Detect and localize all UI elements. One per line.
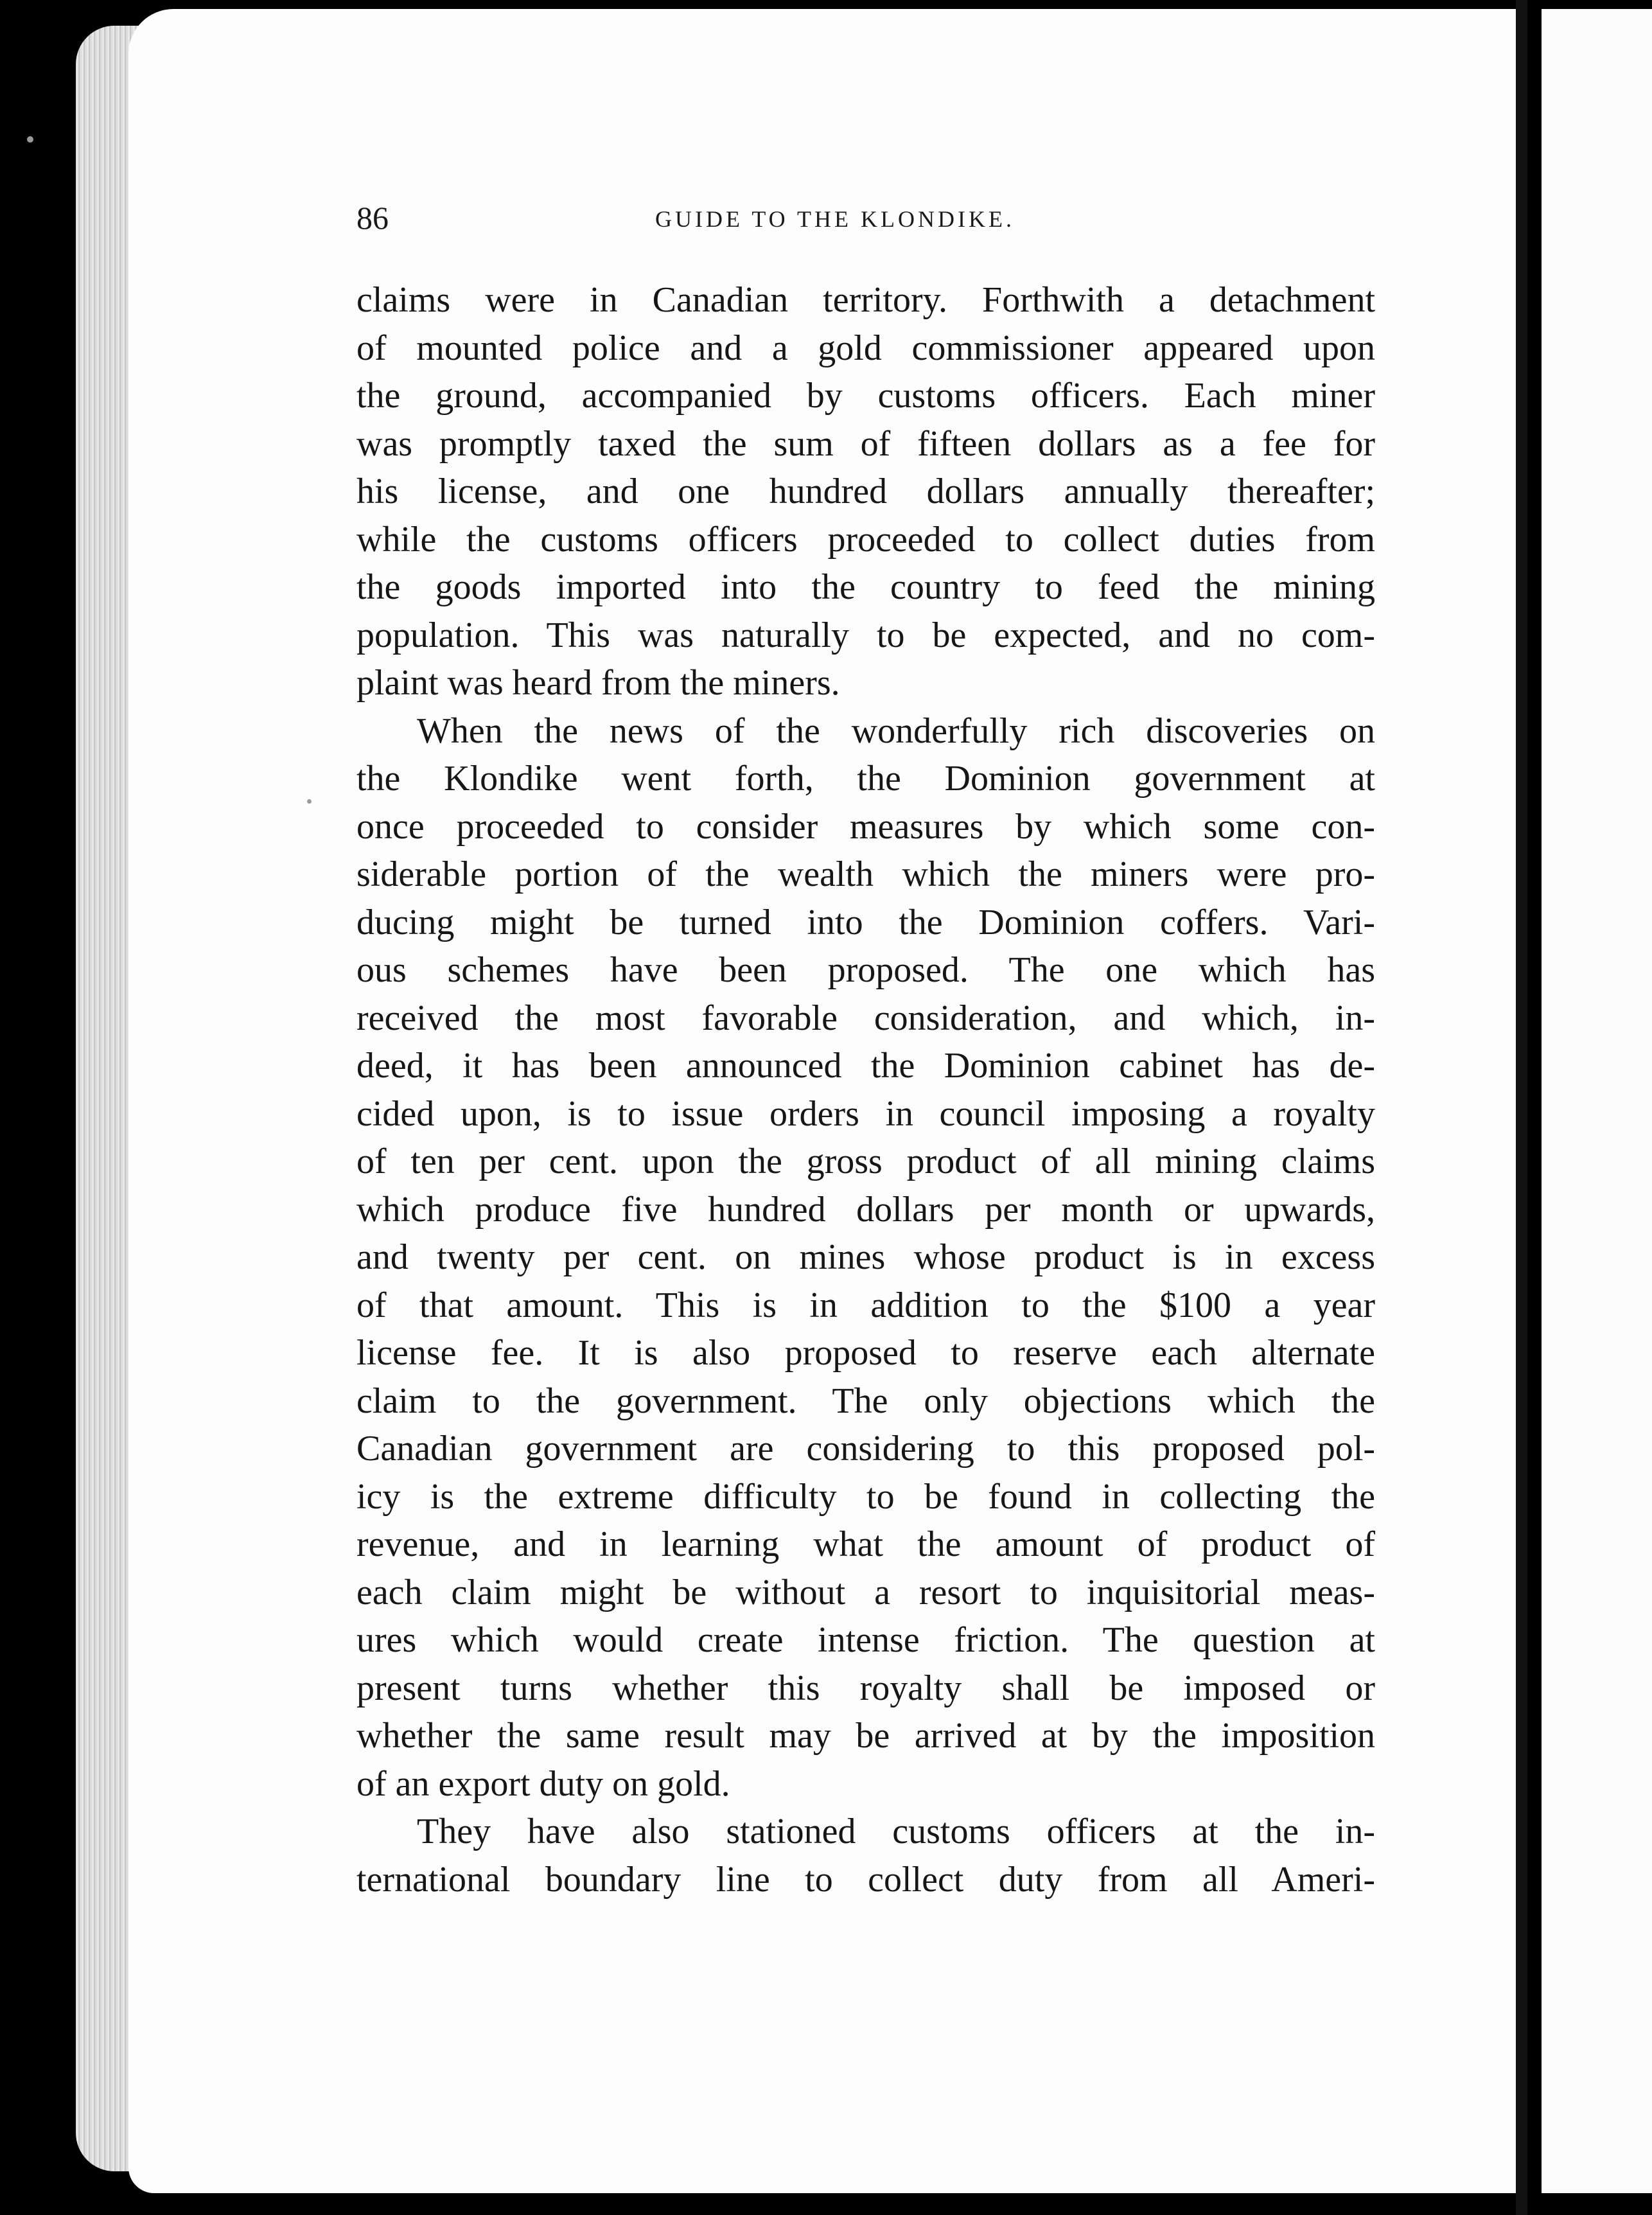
text-line: claims were in Canadian territory. Forthwith a detachment <box>356 280 1375 320</box>
text-line: the Klondike went forth, the Dominion government at <box>356 759 1375 799</box>
running-title: GUIDE TO THE KLONDIKE. <box>655 206 1015 232</box>
text-line: When the news of the wonderfully rich discoveries on <box>417 710 1375 751</box>
text-line: ous schemes have been proposed. The one which has <box>356 950 1375 990</box>
text-line: revenue, and in learning what the amount of product of <box>356 1524 1375 1564</box>
paragraph <box>356 1808 1375 1903</box>
text-line: the goods imported into the country to feed the mining <box>356 567 1375 607</box>
facing-page-edge <box>1542 9 1652 2193</box>
text-line: received the most favorable consideration, and which, in- <box>356 998 1375 1038</box>
text-line: whether the same result may be arrived at by the imposition <box>356 1716 1375 1756</box>
text-line: the ground, accompanied by customs officers. Each miner <box>356 376 1375 416</box>
text-line: which produce five hundred dollars per month or upwards, <box>356 1189 1375 1230</box>
text-line: his license, and one hundred dollars annually thereafter; <box>356 472 1375 511</box>
text-line: deed, it has been announced the Dominion cabinet has de- <box>356 1046 1375 1086</box>
text-line: Canadian government are considering to this proposed pol- <box>356 1429 1375 1469</box>
text-line: claim to the government. The only objections which the <box>356 1381 1375 1421</box>
paragraph <box>356 707 1375 1808</box>
text-line: of an export duty on gold. <box>356 1763 730 1804</box>
text-line: of mounted police and a gold commissioner appeared upon <box>356 328 1375 368</box>
text-line: plaint was heard from the miners. <box>356 663 840 703</box>
scan-speck <box>27 136 33 143</box>
running-head <box>356 186 1378 244</box>
page-number: 86 <box>356 200 389 236</box>
text-line: population. This was naturally to be expected, and no com- <box>356 615 1375 655</box>
text-line: of ten per cent. upon the gross product of all mining claims <box>356 1142 1375 1181</box>
text-line: They have also stationed customs officers at the in- <box>417 1812 1375 1851</box>
spine-shadow <box>1516 0 1527 2215</box>
text-line: was promptly taxed the sum of fifteen dollars as a fee for <box>356 423 1375 464</box>
text-line: each claim might be without a resort to inquisitorial meas- <box>356 1572 1375 1612</box>
text-line: and twenty per cent. on mines whose product is in excess <box>356 1237 1375 1277</box>
text-line: icy is the extreme difficulty to be found in collecting the <box>356 1476 1375 1517</box>
body-text <box>356 276 1375 1903</box>
text-line: while the customs officers proceeded to collect duties from <box>356 519 1375 560</box>
text-line: siderable portion of the wealth which the miners were pro- <box>356 854 1375 894</box>
text-line: once proceeded to consider measures by which some con- <box>356 806 1375 847</box>
text-line: license fee. It is also proposed to reserve each alternate <box>356 1333 1375 1373</box>
text-line: ternational boundary line to collect duty from all Ameri- <box>356 1859 1375 1900</box>
paragraph <box>356 276 1375 707</box>
text-line: cided upon, is to issue orders in council imposing a royalty <box>356 1093 1375 1134</box>
scan-speck <box>307 799 312 804</box>
text-line: ures which would create intense friction. The question at <box>356 1620 1375 1660</box>
text-line: of that amount. This is in addition to the $100 a year <box>356 1285 1375 1325</box>
text-line: ducing might be turned into the Dominion coffers. Vari- <box>356 902 1375 942</box>
text-line: present turns whether this royalty shall be imposed or <box>356 1668 1375 1708</box>
